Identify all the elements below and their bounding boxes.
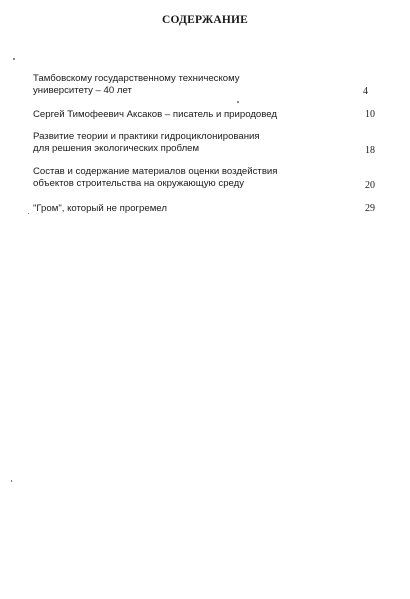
toc-entry-line: Состав и содержание материалов оценки воздействия [33, 166, 278, 177]
toc-entry-line: "Гром", который не прогремел [33, 203, 167, 214]
scan-speck [237, 101, 239, 103]
toc-entry [33, 109, 388, 121]
toc-entry-line: Тамбовскому государственному техническому [33, 73, 240, 84]
toc-page-number: 29 [365, 203, 375, 214]
toc-entry-title [33, 203, 333, 215]
toc-entry-line: Сергей Тимофеевич Аксаков – писатель и природовед [33, 109, 277, 120]
scan-speck [13, 58, 15, 60]
toc-entry-line: объектов строительства на окружающую среду [33, 177, 245, 189]
toc-page-number: 18 [365, 144, 375, 156]
toc-entry-title [33, 73, 333, 96]
scan-speck [28, 213, 29, 214]
toc-entry-title [33, 166, 333, 189]
page-title: СОДЕРЖАНИЕ [161, 14, 249, 26]
toc-entry [33, 166, 388, 189]
toc-page-number: 4 [363, 85, 368, 97]
toc-entry [33, 73, 388, 96]
toc-entry [33, 131, 388, 154]
toc-entry-title [33, 131, 333, 154]
toc-page-number: 20 [365, 179, 375, 191]
toc-entry-line: университету – 40 лет [33, 84, 132, 96]
toc-page-number: 10 [365, 109, 375, 120]
toc-entry-line: Развитие теории и практики гидроциклонирования [33, 131, 260, 142]
toc-entry-title [33, 109, 333, 121]
toc-entry [33, 203, 388, 215]
toc-entry-line: для решения экологических проблем [33, 142, 200, 154]
scan-speck [11, 480, 12, 482]
